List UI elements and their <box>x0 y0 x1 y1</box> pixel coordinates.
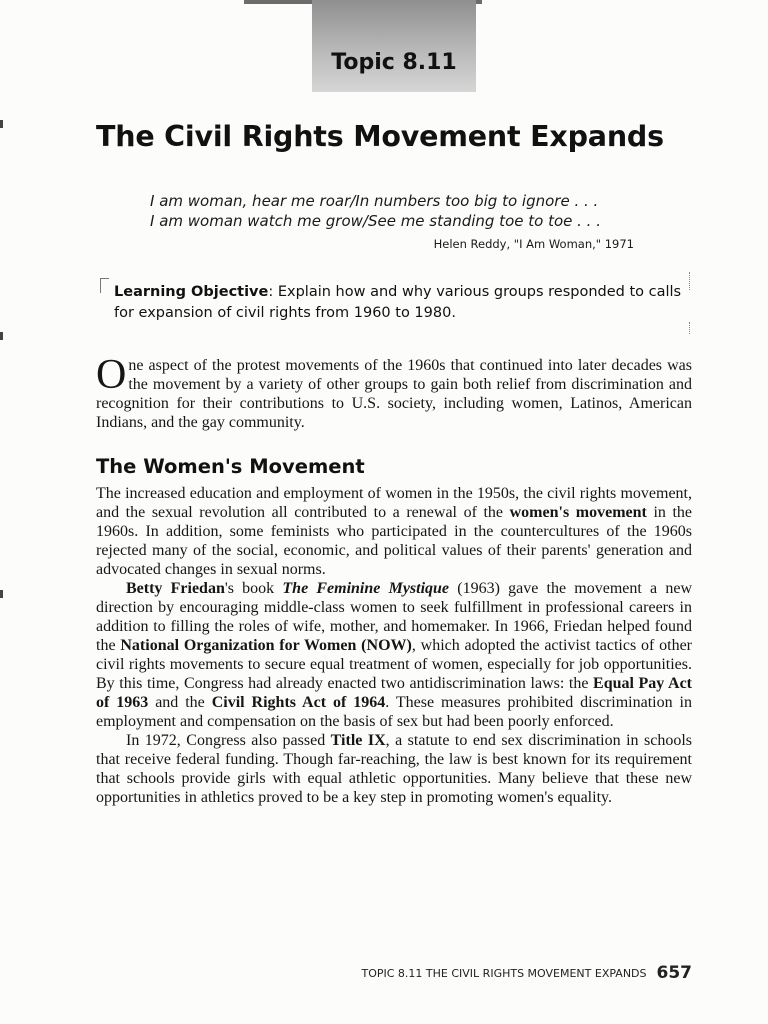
paragraph-2 <box>96 579 692 731</box>
key-term: women's movement <box>509 504 647 521</box>
page-number: 657 <box>656 963 692 983</box>
epigraph-line-2: I am woman watch me grow/See me standing toe to toe . . . <box>150 212 601 230</box>
section-heading: The Women's Movement <box>96 455 365 478</box>
key-term: Equal Pay Act of 1963 <box>96 675 692 711</box>
learning-objective-box <box>100 272 692 334</box>
learning-objective-body: : Explain how and why various groups responded to calls for expansion of civil rights from 1960 to 1980. <box>114 284 682 321</box>
intro-text: ne aspect of the protest movements of the 1960s that continued into later decades was the movement by a variety of other groups to gain both relief from discrimination and recognition for their contributions to U.S. society, including women, Latinos, American Indians, and the gay community. <box>96 357 692 431</box>
key-term: National Organization for Women (NOW) <box>120 637 412 654</box>
epigraph-attribution: Helen Reddy, "I Am Woman," 1971 <box>433 237 634 251</box>
running-head: TOPIC 8.11 THE CIVIL RIGHTS MOVEMENT EXPANDS <box>361 967 647 980</box>
text-run: The increased education and employment of women in the 1950s, the civil rights movement, and the sexual revolution all contributed to a renewal of the <box>96 485 692 521</box>
text-run: 's book <box>224 580 283 597</box>
key-term: Betty Friedan <box>126 580 225 597</box>
text-run: (1963) gave the movement a new direction by encouraging middle-class women to seek fulfillment in professional careers in addition to filling the roles of wife, mother, and homemaker. In 1966, Friedan helped found the <box>96 580 693 654</box>
drop-cap: O <box>96 352 127 398</box>
paragraph-3 <box>96 731 692 807</box>
book-title: The Feminine Mystique <box>282 580 450 597</box>
topic-label: Topic 8.11 <box>331 50 457 75</box>
text-run: in the 1960s. In addition, some feminists who participated in the countercultures of the 1960s rejected many of the social, economic, and political values of their parents' generation and advocated changes in sexual norms. <box>96 504 693 578</box>
section-body <box>96 484 692 807</box>
chapter-title: The Civil Rights Movement Expands <box>96 120 664 153</box>
intro-paragraph <box>96 352 692 432</box>
text-run: and the <box>148 694 212 711</box>
box-corner-mark <box>100 278 109 293</box>
text-run: . These measures prohibited discrimination in employment and compensation on the basis of sex but had been poorly enforced. <box>96 694 692 730</box>
epigraph-line-1: I am woman, hear me roar/In numbers too big to ignore . . . <box>150 192 599 210</box>
key-term: Civil Rights Act of 1964 <box>211 694 386 711</box>
text-run: In 1972, Congress also passed <box>126 732 331 749</box>
scan-edge-mark <box>0 120 3 128</box>
page-footer <box>300 963 692 983</box>
learning-objective-label: Learning Objective <box>114 284 269 300</box>
topic-tab <box>312 0 476 92</box>
scan-edge-mark <box>0 332 3 340</box>
key-term: Title IX <box>330 732 386 749</box>
learning-objective-text <box>114 282 689 324</box>
scan-edge-mark <box>0 590 3 598</box>
text-run: , which adopted the activist tactics of other civil rights movements to secure equal treatment of women, especially for job opportunities. By this time, Congress had already enacted two antidiscrimination laws: the <box>96 637 693 692</box>
epigraph <box>150 191 650 254</box>
paragraph-1 <box>96 484 692 579</box>
text-run: , a statute to end sex discrimination in schools that receive federal funding. Though far-reaching, the law is best known for its requirement that schools provide girls with equal athletic opportunities. Many believe that these new opportunities in athletics proved to be a key step in promoting women's equality. <box>96 732 693 806</box>
